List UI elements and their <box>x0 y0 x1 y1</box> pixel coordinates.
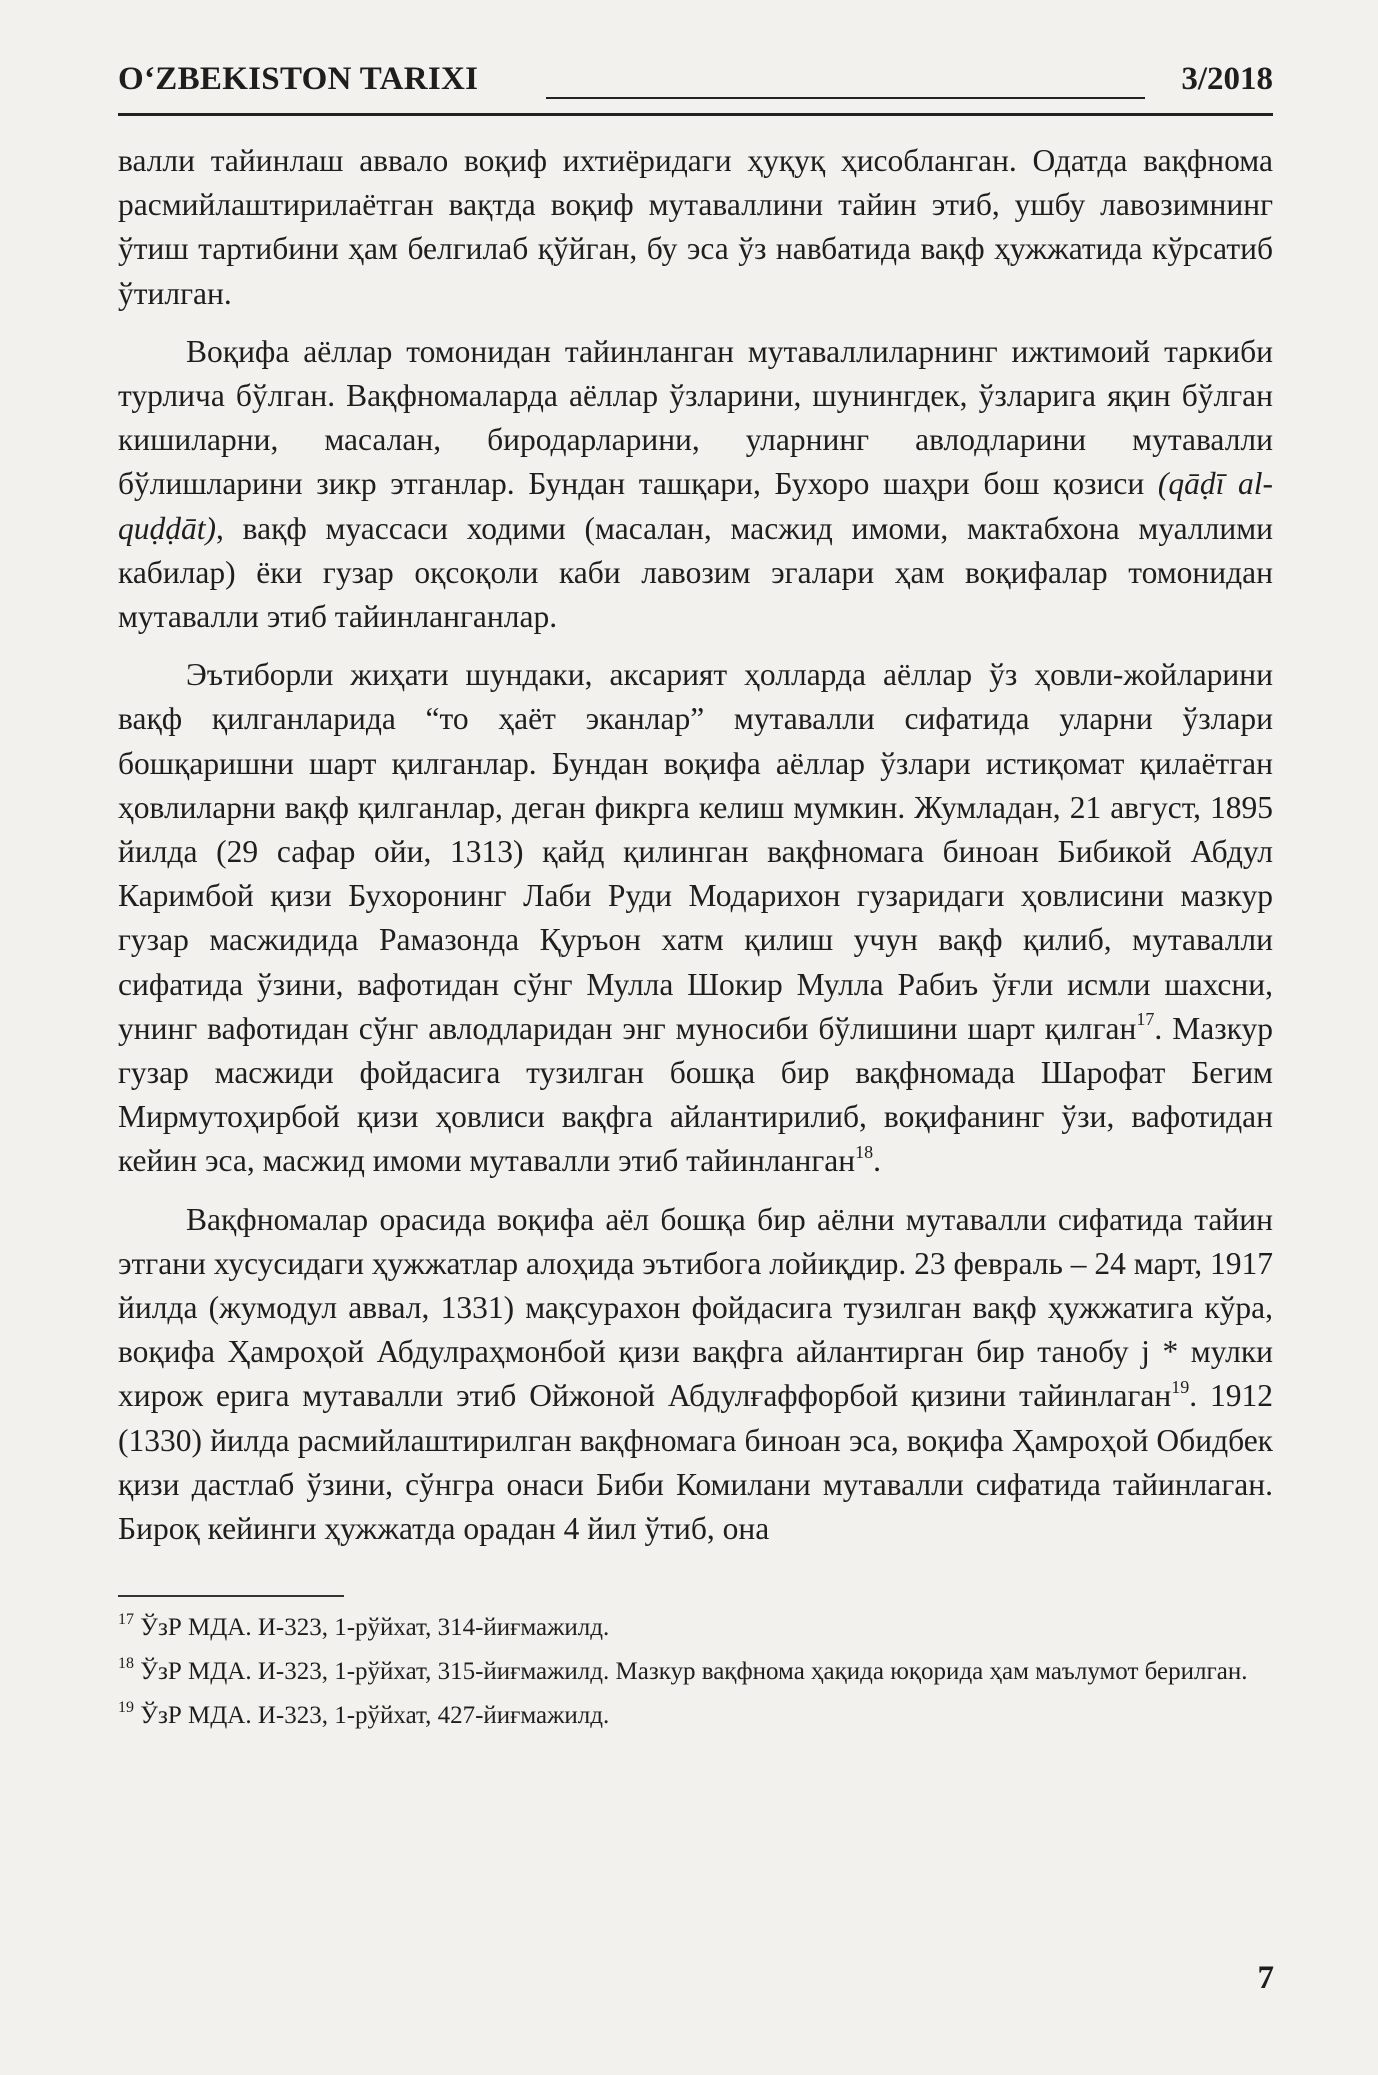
paragraph <box>118 653 1273 1183</box>
text-segment: Вақфномалар орасида воқифа аёл бошқа бир аёлни мутавалли сифатида тайин этгани хусусидаги ҳужжатлар алоҳида эътибога лойиқдир. 23 февраль – 24 март, 1917 йилда (жумодул аввал, 1331) мақсурахон фойдасига тузилган вақф ҳужжатига кўра, воқифа Ҳамроҳой Абдулраҳмонбой қизи вақфга айлантирган бир танобу j * мулки хирож ерига мутавалли этиб Ойжоной Абдулғаффорбой қизини тайинлаган <box>118 1201 1273 1414</box>
footnote-separator <box>118 1595 344 1597</box>
text-segment: . <box>873 1143 882 1179</box>
footnote-text: ЎзР МДА. И-323, 1-рўйхат, 427-йиғмажилд. <box>140 1702 610 1730</box>
text-segment: Эътиборли жиҳати шундаки, аксарият ҳолларда аёллар ўз ҳовли-жойларини вақф қилганларида “то ҳаёт эканлар” мутавалли сифатида уларни ўзлари бошқаришни шарт қилганлар. Бундан воқифа аёллар ўзлари истиқомат қилаётган ҳовлиларни вақф қилганлар, деган фикрга келиш мумкин. Жумладан, 21 август, 1895 йилда (29 сафар ойи, 1313) қайд қилинган вақфномага биноан Бибикой Абдул Каримбой қизи Бухоронинг Лаби Руди Модарихон гузаридаги ҳовлисини мазкур гузар масжидида Рамазонда Қуръон хатм қилиш учун вақф қилиб, мутавалли сифатида ўзини, вафотидан сўнг Мулла Шокир Мулла Рабиъ ўғли исмли шахсни, унинг вафотидан сўнг авлодларидан энг муносиби бўлишини шарт қилган <box>118 657 1273 1046</box>
footnotes <box>118 1611 1273 1733</box>
footnote-ref: 18 <box>855 1141 874 1162</box>
footnote <box>118 1611 1273 1645</box>
header-underline <box>118 113 1273 116</box>
text-segment: . 1912 (1330) йилда расмийлаштирилган вақфномага биноан эса, воқифа Ҳамроҳой Обидбек қизи дастлаб ўзини, сўнгра онаси Биби Комилани мутавалли сифатида тайинлаган. Бироқ кейинги ҳужжатда орадан 4 йил ўтиб, она <box>118 1378 1273 1547</box>
footnote <box>118 1655 1273 1689</box>
header-rule <box>546 97 1145 99</box>
running-header <box>118 55 1273 117</box>
footnote-number: 19 <box>118 1698 134 1716</box>
journal-page <box>118 55 1273 2045</box>
text-segment: Воқифа аёллар томонидан тайинланган мутаваллиларнинг ижтимоий таркиби турлича бўлган. Вақфномаларда аёллар ўзларини, шунингдек, ўзларига яқин бўлган кишиларни, масалан, биродарларини, уларнинг авлодларини мутавалли бўлишларини зикр этганлар. Бундан ташқари, Бухоро шаҳри бош қозиси <box>118 333 1273 502</box>
page-number: 7 <box>1257 1960 1274 1996</box>
footnote-ref: 17 <box>1136 1009 1155 1030</box>
paragraph <box>118 1198 1273 1552</box>
footnote <box>118 1699 1273 1733</box>
footnote-number: 17 <box>118 1610 134 1628</box>
text-segment: . Мазкур гузар масжиди фойдасига тузилган бошқа бир вақфномада Шарофат Бегим Мирмутоҳирбой қизи ҳовлиси вақфга айлантирилиб, воқифанинг ўзи, вафотидан кейин эса, масжид имоми мутавалли этиб тайинланган <box>118 1010 1273 1179</box>
paragraph <box>118 139 1273 316</box>
text-segment: валли тайинлаш аввало воқиф ихтиёридаги ҳуқуқ ҳисобланган. Одатда вақфнома расмийлаштирилаётган вақтда воқиф мутаваллини тайин этиб, ушбу лавозимнинг ўтиш тартибини ҳам белгилаб қўйган, бу эса ўз навбатида вақф ҳужжатида кўрсатиб ўтилган. <box>118 143 1273 311</box>
italic-term: (qāḍī al-quḍḍāt) <box>118 466 1273 546</box>
article-body <box>118 139 1273 1551</box>
text-segment: , вақф муассаси ходими (масалан, масжид имоми, мактабхона муаллими кабилар) ёки гузар оқсоқоли каби лавозим эгалари ҳам воқифалар томонидан мутавалли этиб тайинланганлар. <box>118 510 1273 635</box>
footnote-text: ЎзР МДА. И-323, 1-рўйхат, 314-йиғмажилд. <box>140 1614 610 1642</box>
issue-number: 3/2018 <box>1181 61 1273 97</box>
footnote-text: ЎзР МДА. И-323, 1-рўйхат, 315-йиғмажилд. Мазкур вақфнома ҳақида юқорида ҳам маълумот берилган. <box>140 1658 1248 1686</box>
paragraph <box>118 330 1273 639</box>
footnote-number: 18 <box>118 1654 134 1672</box>
journal-title: O‘ZBEKISTON TARIXI <box>118 61 479 97</box>
footnote-ref: 19 <box>1171 1376 1190 1397</box>
